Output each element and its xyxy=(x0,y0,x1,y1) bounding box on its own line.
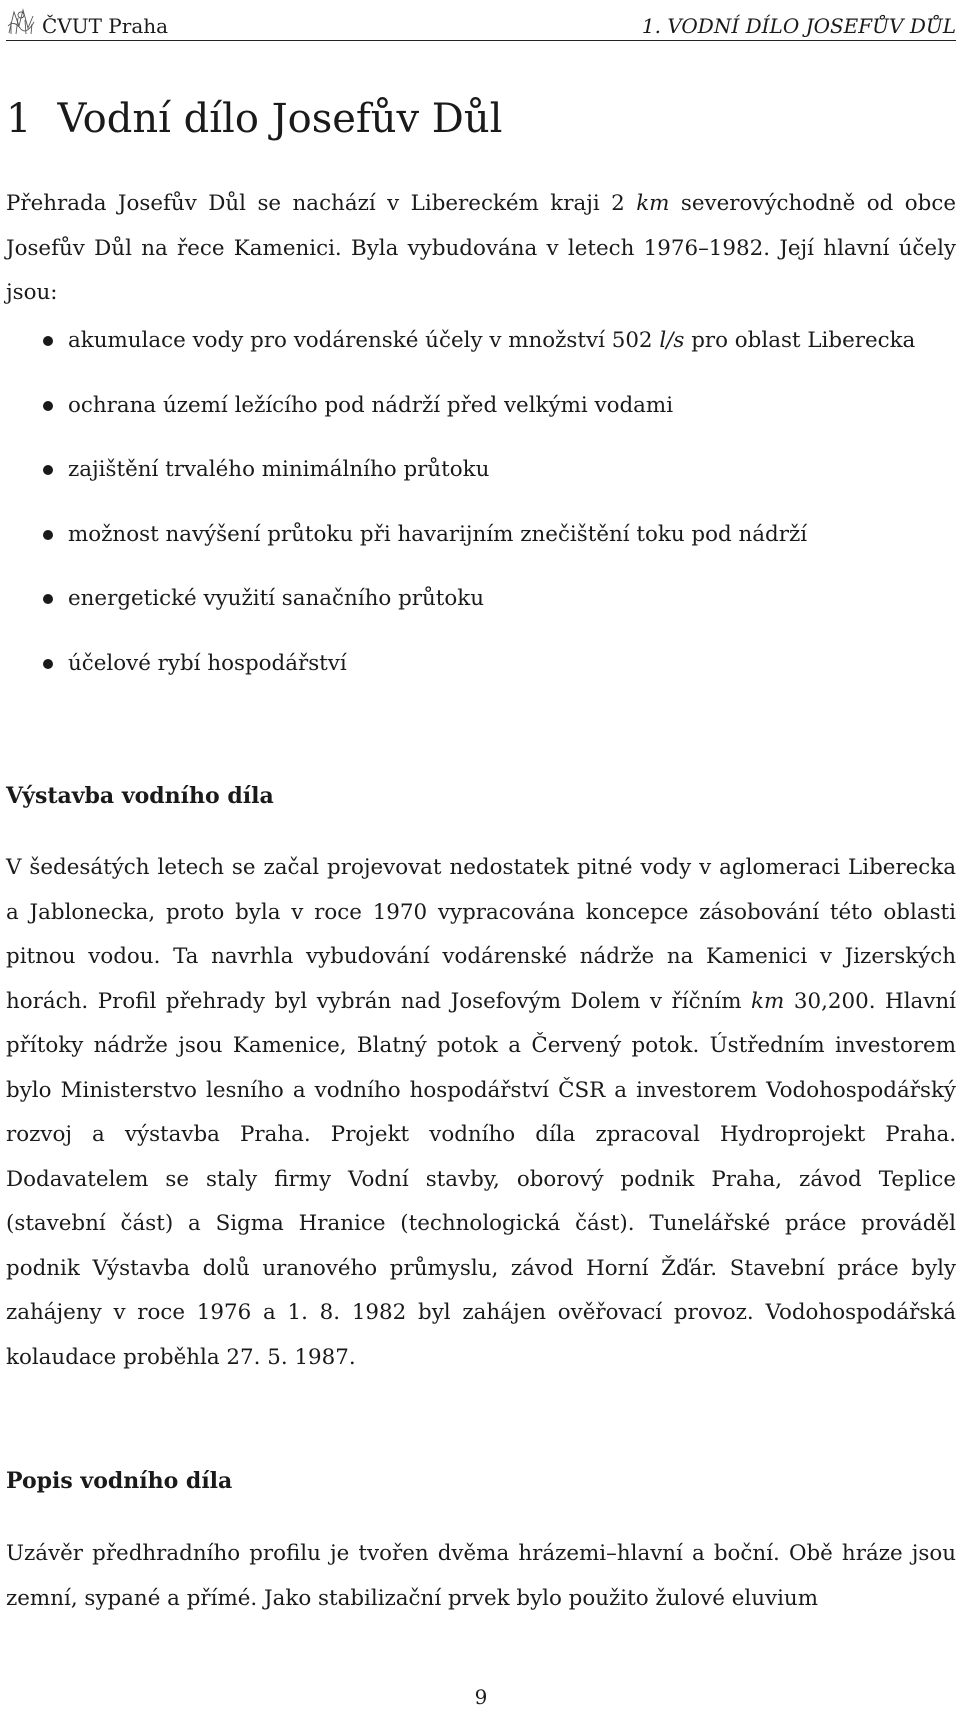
bullet-icon xyxy=(43,659,53,669)
vystavba-paragraph xyxy=(6,846,956,1380)
section-heading-popis: Popis vodního díla xyxy=(6,1468,233,1494)
chapter-title xyxy=(6,96,502,142)
university-logo-icon xyxy=(6,6,36,36)
list-item xyxy=(6,448,956,513)
intro-unit: km xyxy=(636,191,670,216)
bullet-icon xyxy=(43,530,53,540)
vystavba-text-1: V šedesátých letech se začal projevovat nedostatek pitné vody v aglomeraci Liberecka a Jablonecka, proto byla v roce 1970 vypracována koncepce zásobování této oblasti pitnou vodou. Ta navrhla vybudování vodárenské nádrže na Kamenici v Jizerských horách. Profil přehrady byl vybrán nad Josefovým Dolem v říčním xyxy=(6,855,956,1014)
list-item xyxy=(6,384,956,449)
list-item-text: účelové rybí hospodářství xyxy=(68,650,347,676)
page-number: 9 xyxy=(474,1685,488,1709)
bullet-icon xyxy=(43,336,53,346)
list-item-text: akumulace vody pro vodárenské účely v množství 502 xyxy=(68,328,660,353)
section-heading-vystavba: Výstavba vodního díla xyxy=(6,783,274,809)
purposes-list xyxy=(6,319,956,707)
list-item-text: možnost navýšení průtoku při havarijním znečištění toku pod nádrží xyxy=(68,521,808,547)
bullet-icon xyxy=(43,594,53,604)
bullet-icon xyxy=(43,465,53,475)
list-item-text: zajištění trvalého minimálního průtoku xyxy=(68,457,490,483)
popis-text: Uzávěr předhradního profilu je tvořen dvěma hrázemi–hlavní a boční. Obě hráze jsou zemní, sypané a přímé. Jako stabilizační prvek bylo použito žulové eluvium xyxy=(6,1541,956,1611)
intro-paragraph xyxy=(6,182,956,316)
list-item-unit: l/s xyxy=(659,328,685,353)
bullet-icon xyxy=(43,401,53,411)
list-item-text: ochrana území ležícího pod nádrží před velkými vodami xyxy=(68,392,674,418)
header-chapter: 1. VODNÍ DÍLO JOSEFŮV DŮL xyxy=(641,14,956,38)
vystavba-unit: km xyxy=(751,988,785,1014)
list-item xyxy=(6,577,956,642)
list-item xyxy=(6,319,956,384)
popis-paragraph xyxy=(6,1532,956,1621)
intro-text-1: Přehrada Josefův Důl se nachází v Libereckém kraji 2 xyxy=(6,191,637,216)
list-item-text: energetické využití sanačního průtoku xyxy=(68,586,485,612)
header-institution: ČVUT Praha xyxy=(42,14,169,38)
list-item xyxy=(6,642,956,707)
chapter-title-text: Vodní dílo Josefův Důl xyxy=(57,96,503,142)
vystavba-text-2: 30,200. Hlavní přítoky nádrže jsou Kamenice, Blatný potok a Červený potok. Ústředním investorem bylo Ministerstvo lesního a vodního hospodářství ČSR a investorem Vodohospodářský rozvoj a výstavba Praha. Projekt vodního díla zpracoval Hydroprojekt Praha. Dodavatelem se staly firmy Vodní stavby, oborový podnik Praha, závod Teplice (stavební část) a Sigma Hranice (technologická část). Tunelářské práce prováděl podnik Výstavba dolů uranového průmyslu, závod Horní Žďár. Stavební práce byly zahájeny v roce 1976 a 1. 8. 1982 byl zahájen ověřovací provoz. Vodohospodářská kolaudace proběhla 27. 5. 1987. xyxy=(6,988,956,1370)
list-item-text-end: pro oblast Liberecka xyxy=(684,328,916,353)
intro-text-2: severovýchodně od obce Josefův Důl na řece Kamenici. Byla vybudována v letech 1976–1982. Její hlavní účely jsou: xyxy=(6,191,956,305)
list-item xyxy=(6,513,956,578)
chapter-number: 1 xyxy=(6,96,32,142)
running-header xyxy=(6,6,956,41)
